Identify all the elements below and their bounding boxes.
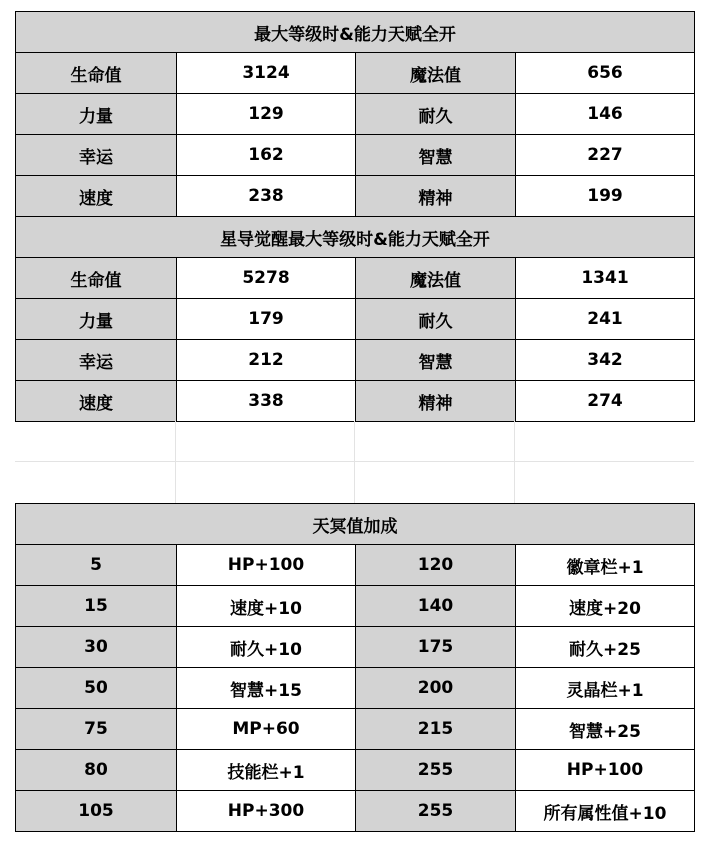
table-row xyxy=(16,627,695,668)
stat-label: 速度 xyxy=(16,381,177,422)
bonus-effect: 智慧+15 xyxy=(177,668,356,709)
table-row xyxy=(16,586,695,627)
stat-value: 212 xyxy=(177,340,356,381)
table-row xyxy=(16,135,695,176)
awakening-section-title: 星导觉醒最大等级时&能力天赋全开 xyxy=(16,217,695,258)
bonus-effect: 耐久+25 xyxy=(516,627,695,668)
bonus-effect: HP+300 xyxy=(177,791,356,832)
stat-value: 1341 xyxy=(516,258,695,299)
stat-label: 精神 xyxy=(356,176,516,217)
stat-label: 魔法值 xyxy=(356,258,516,299)
max-level-section-title: 最大等级时&能力天赋全开 xyxy=(16,12,695,53)
stat-value: 146 xyxy=(516,94,695,135)
stat-value: 342 xyxy=(516,340,695,381)
stat-label: 耐久 xyxy=(356,94,516,135)
threshold-value: 50 xyxy=(16,668,177,709)
bonus-effect: 技能栏+1 xyxy=(177,750,356,791)
bonus-effect: 速度+20 xyxy=(516,586,695,627)
bonus-effect: 灵晶栏+1 xyxy=(516,668,695,709)
threshold-value: 140 xyxy=(356,586,516,627)
stat-label: 力量 xyxy=(16,299,177,340)
bonus-effect: HP+100 xyxy=(516,750,695,791)
stat-value: 199 xyxy=(516,176,695,217)
table-row xyxy=(16,545,695,586)
table-row xyxy=(16,668,695,709)
table-row xyxy=(16,94,695,135)
threshold-value: 255 xyxy=(356,791,516,832)
stat-label: 生命值 xyxy=(16,258,177,299)
stat-value: 5278 xyxy=(177,258,356,299)
threshold-value: 15 xyxy=(16,586,177,627)
bonus-effect: 所有属性值+10 xyxy=(516,791,695,832)
stat-value: 179 xyxy=(177,299,356,340)
stat-label: 智慧 xyxy=(356,340,516,381)
table-row xyxy=(16,791,695,832)
stat-value: 227 xyxy=(516,135,695,176)
threshold-value: 105 xyxy=(16,791,177,832)
stat-label: 智慧 xyxy=(356,135,516,176)
threshold-value: 120 xyxy=(356,545,516,586)
threshold-value: 175 xyxy=(356,627,516,668)
threshold-value: 215 xyxy=(356,709,516,750)
stat-label: 力量 xyxy=(16,94,177,135)
stat-value: 241 xyxy=(516,299,695,340)
stat-value: 274 xyxy=(516,381,695,422)
empty-spacer-grid xyxy=(15,421,694,503)
threshold-value: 75 xyxy=(16,709,177,750)
table-row xyxy=(16,709,695,750)
bonus-effect: 耐久+10 xyxy=(177,627,356,668)
table-row xyxy=(16,750,695,791)
stat-value: 338 xyxy=(177,381,356,422)
stat-value: 238 xyxy=(177,176,356,217)
bonus-effect: 智慧+25 xyxy=(516,709,695,750)
spacer-column-line xyxy=(354,421,355,503)
bonus-effect: MP+60 xyxy=(177,709,356,750)
threshold-value: 200 xyxy=(356,668,516,709)
spacer-column-line xyxy=(514,421,515,503)
stat-value: 162 xyxy=(177,135,356,176)
table-row xyxy=(16,299,695,340)
threshold-value: 30 xyxy=(16,627,177,668)
threshold-value: 80 xyxy=(16,750,177,791)
spacer-column-line xyxy=(175,421,176,503)
stat-value: 656 xyxy=(516,53,695,94)
stat-label: 魔法值 xyxy=(356,53,516,94)
threshold-value: 255 xyxy=(356,750,516,791)
table-row xyxy=(16,258,695,299)
bonus-effect: 徽章栏+1 xyxy=(516,545,695,586)
stat-value: 3124 xyxy=(177,53,356,94)
stat-label: 耐久 xyxy=(356,299,516,340)
bonus-section-title: 天冥值加成 xyxy=(16,504,695,545)
stat-label: 生命值 xyxy=(16,53,177,94)
stats-table xyxy=(15,11,695,422)
threshold-value: 5 xyxy=(16,545,177,586)
stat-value: 129 xyxy=(177,94,356,135)
bonus-effect: HP+100 xyxy=(177,545,356,586)
table-row xyxy=(16,340,695,381)
stat-label: 速度 xyxy=(16,176,177,217)
stat-label: 幸运 xyxy=(16,135,177,176)
table-row xyxy=(16,381,695,422)
table-row xyxy=(16,53,695,94)
stat-label: 精神 xyxy=(356,381,516,422)
stat-label: 幸运 xyxy=(16,340,177,381)
bonus-effect: 速度+10 xyxy=(177,586,356,627)
tianming-bonus-table xyxy=(15,503,695,832)
table-row xyxy=(16,176,695,217)
